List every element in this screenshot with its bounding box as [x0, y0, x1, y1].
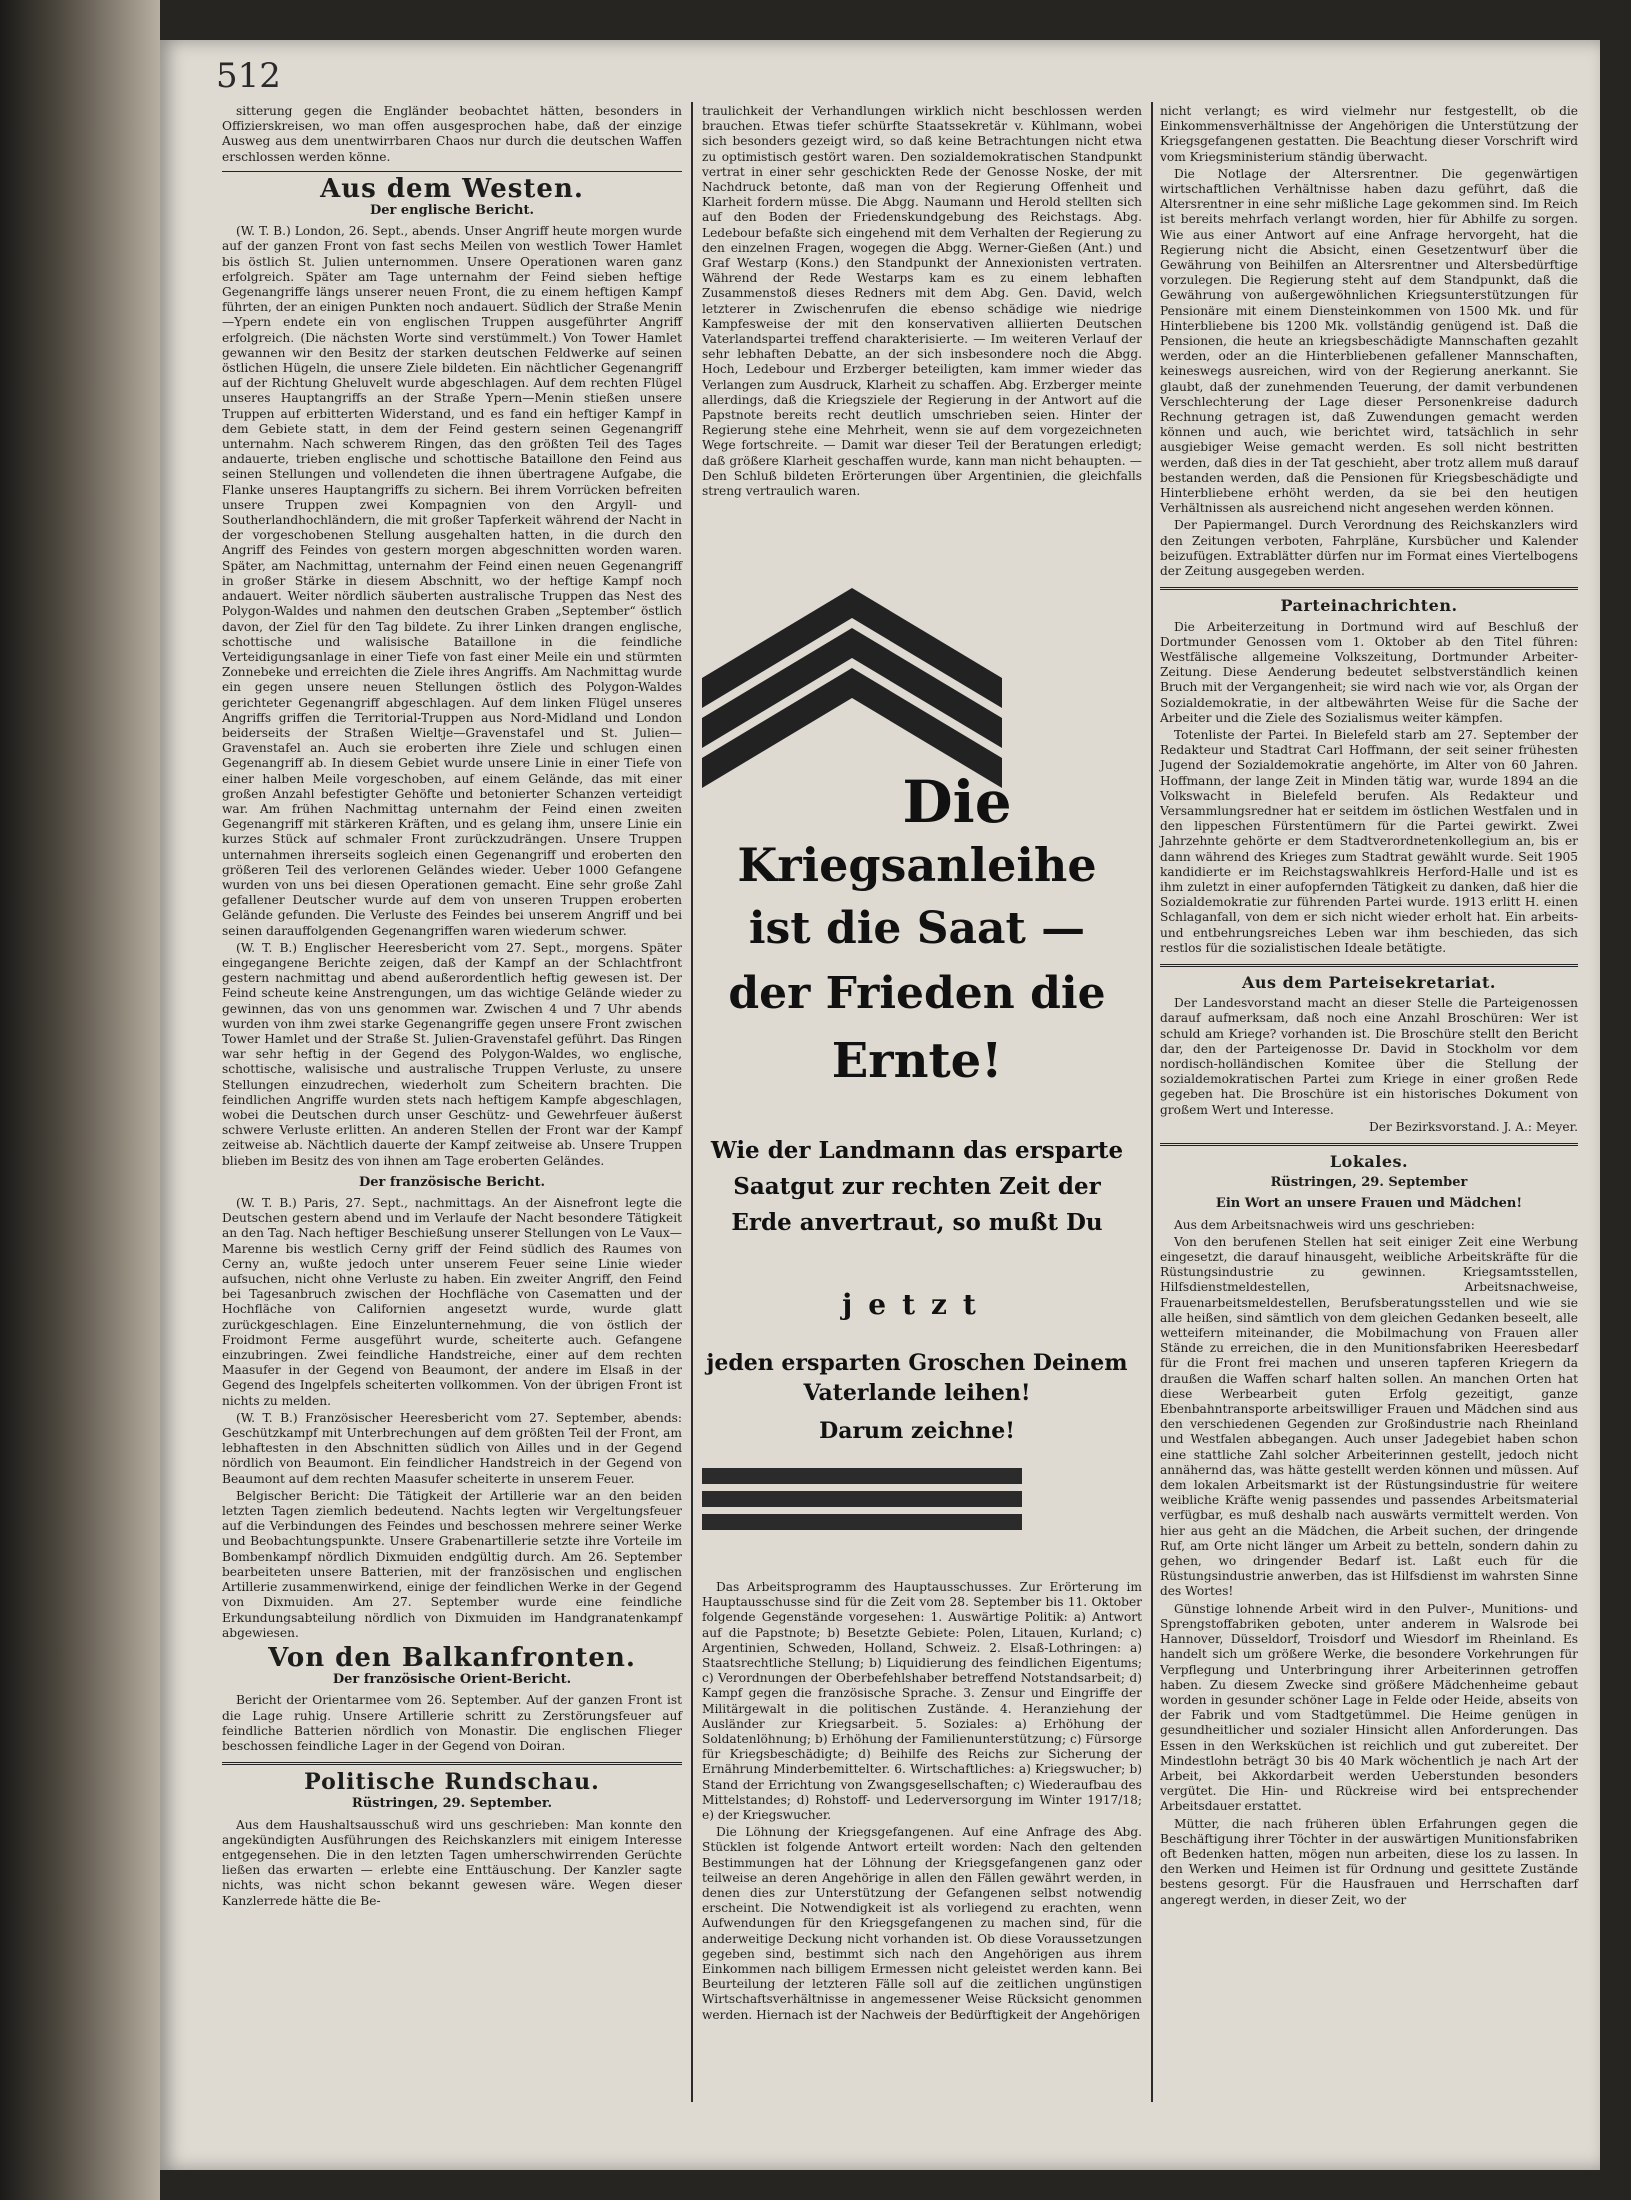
column-rule-2	[1151, 102, 1153, 2102]
ad-line-6: Wie der Landmann das ersparte Saatgut zur rechten Zeit der Erde anvertraut, so mußt Du	[710, 1137, 1124, 1236]
paragraph: (W. T. B.) Paris, 27. Sept., nachmittags. An der Aisnefront legte die Deutschen gestern abend und im Verlaufe der Nacht besondere Tätigkeit an den Tag. Nach heftiger Beschießung unserer Stellungen von Le Vaux—Marenne bis westlich Cerny griff der Feind südlich des Raumes von Cerny an, wußte jedoch unter unserem Feuer seine Linie wieder aufsuchen, nicht ohne Verluste zu haben. Ein zweiter Angriff, den Feind bei Tagesanbruch zwischen der Hochfläche von Casematten und der Hochfläche von Californien angesetzt wurde, wurde glatt zurückgeschlagen. Eine Einzelunternehmung, die von östlich der Froidmont Ferme ausgeführt wurde, scheiterte auch. Gefangene einzubringen. Zwei feindliche Handstreiche, einer auf dem rechten Maasufer in der Gegend von Beaumont, der andere im Elsaß in der Gegend des Ingelpfels scheiterten vollkommen. Von der übrigen Front ist nichts zu melden.	[222, 1196, 682, 1408]
paragraph: Die Löhnung der Kriegsgefangenen. Auf eine Anfrage des Abg. Stücklen ist folgende Antwort erteilt worden: Nach den geltenden Bestimmungen hat der Löhnung der Kriegsgefangenen ganz oder teilweise an deren Angehörige in allen den Fällen gewährt werden, in denen dies zur Unterstützung der Gefangenen selbst notwendig erscheint. Die Notwendigkeit ist als vorliegend zu erachten, wenn Aufwendungen für den Kriegsgefangenen zu machen sind, für die anderweitige Deckung nicht vorhanden ist. Ob diese Voraussetzungen gegeben sind, bestimmt sich nach den Angehörigen aus ihrem Einkommen nach billigem Ermessen nicht geleistet werden kann. Bei Beurteilung der letzteren Fälle soll auf die zeitlichen ungünstigen Wirtschaftsverhältnisse in angemessener Weise Rücksicht genommen werden. Hiernach ist der Nachweis der Bedürftigkeit der Angehörigen	[702, 1825, 1142, 2022]
paragraph: (W. T. B.) London, 26. Sept., abends. Unser Angriff heute morgen wurde auf der ganzen Front von fast sechs Meilen von westlich Tower Hamlet bis östlich St. Julien unternommen. Unsere Operationen waren ganz erfolgreich. Später am Tage unternahm der Feind sieben heftige Gegenangriffe längs unserer neuen Front, die zu einem heftigen Kampf führten, der an einigen Punkten noch andauert. Südlich der Straße Menin—Ypern endete ein von englischen Truppen ausgeführter Angriff erfolgreich. (Die nächsten Worte sind verstümmelt.) Von Tower Hamlet gewannen wir den Besitz der starken deutschen Feldwerke auf seinen östlichen Hügeln, die unsere Ziele bildeten. Ein nächtlicher Gegenangriff auf der Richtung Gheluvelt wurde abgeschlagen. Auf dem rechten Flügel unseres Hauptangriffs an der Straße Ypern—Menin stießen unsere Truppen auf erbitterten Widerstand, und es fand ein heftiger Kampf in dem Gebiete statt, in dem der Feind gestern seinen Gegenangriff unternahm. Nach schwerem Ringen, das den größten Teil des Tages andauerte, trieben englische und schottische Bataillone den Feind aus seinen Stellungen und vollendeten die ihnen übertragene Aufgabe, die Flanke unseres Hauptangriffs zu sichern. Bei ihrem Vorrücken befreiten unsere Truppen zwei Kompagnien von den Argyll- und Southerlandhochländern, die mit großer Tapferkeit während der Nacht in der vorgeschobenen Stellung ausgehalten hatten, in die durch den Angriff des Feindes von gestern morgen abgeschnitten worden waren. Später, am Nachmittag, unternahm der Feind einen neuen Gegenangriff in großer Stärke in diesem Abschnitt, wo der heftige Kampf noch andauert. Weiter nördlich säuberten australische Truppen das Nest des Polygon-Waldes und nahmen den deutschen Graben „September“ östlich davon, der Ziel für den Tag bildete. Zu ihrer Linken drangen englische, schottische und walisische Bataillone in die feindliche Verteidigungsanlage in einer Tiefe von fast einer Meile ein und stürmten Zonnebeke und erreichten die Ziele ihres Angriffs. Am Nachmittag wurde ein gegen unsere neuen Stellungen östlich des Polygon-Waldes gerichteter Gegenangriff abgeschlagen. Auf dem linken Flügel unseres Angriffs griffen die Territorial-Truppen aus Nord-Midland und London beiderseits der Straßen Wieltje—Gravenstafel und St. Julien—Gravenstafel an. Auch sie eroberten ihre Ziele und schlugen einen Gegenangriff ab. In diesem Gebiet wurde unsere Linie in einer Tiefe von einer halben Meile vorgeschoben, auf einem Gelände, das mit einer großen Anzahl befestigter Gehöfte und betonierter Schanzen verteidigt war. Am frühen Nachmittag unternahm der Feind einen zweiten Gegenangriff mit stärkeren Kräften, und es gelang ihm, unsere Linie ein kurzes Stück auf schmaler Front zurückzudrängen. Unsere Truppen unternahmen ihrerseits sogleich einen Gegenangriff und eroberten den größeren Teil des verlorenen Geländes wieder. Ueber 1000 Gefangene wurden von uns bei diesen Operationen gemacht. Eine sehr große Zahl gefallener Deutscher wurde auf dem von unseren Truppen eroberten Gelände gefunden. Die Verluste des Feindes bei unserem Angriff und bei seinen darauffolgenden Gegenangriffen waren wiederum schwer.	[222, 224, 682, 938]
paragraph: Der Papiermangel. Durch Verordnung des Reichskanzlers wird den Zeitungen verboten, Fahrpläne, Kursbücher und Kalender beizufügen. Extrablätter dürfen nur im Format eines Viertelbogens der Zeitung ausgegeben werden.	[1160, 518, 1578, 579]
newspaper-page	[160, 40, 1600, 2170]
ad-line-5: Ernte!	[831, 1033, 1003, 1089]
paragraph: Aus dem Haushaltsausschuß wird uns geschrieben: Man konnte den angekündigten Ausführungen des Reichskanzlers mit einigem Interesse entgegensehen. Die in den letzten Tagen umherschwirrenden Gerüchte ließen das erwarten — erlebte eine Enttäuschung. Der Kanzler sagte nichts, was nicht schon bekannt gewesen wäre. Wegen dieser Kanzlerrede hätte die Be-	[222, 1817, 682, 1908]
paragraph: Günstige lohnende Arbeit wird in den Pulver-, Munitions- und Sprengstoffabriken geboten, unter anderem in Walsrode bei Hannover, Düsseldorf, Troisdorf und Wiesdorf im Rheinland. Es handelt sich um größere Werke, die besondere Vorkehrungen für Verpflegung und Unterbringung ihrer Arbeiterinnen getroffen haben. Zu diesem Zwecke sind größere Mädchenheime gebaut worden in gesunder schöner Lage in Felde oder Heide, abseits von der Fabrik und vom Stadtgetümmel. Die Heime genügen in gesundheitlicher und sozialer Hinsicht allen Anforderungen. Das Essen in den Werksküchen ist reichlich und gut zubereitet. Der Mindestlohn beträgt 30 bis 40 Mark wöchentlich je nach Art der Arbeit, bei Akkordarbeit werden Ueberstunden besonders vergütet. Die Hin- und Rückreise wird bei entsprechender Arbeitsdauer erstattet.	[1160, 1601, 1578, 1814]
heading-party-secretariat: Aus dem Parteisekretariat.	[1241, 972, 1496, 992]
paragraph: Die Notlage der Altersrentner. Die gegenwärtigen wirtschaftlichen Verhältnisse haben dazu geführt, daß die Altersrentner in eine sehr mißliche Lage gekommen sind. Im Reich ist bereits mehrfach verlangt worden, hier für Abhilfe zu sorgen. Wie aus einer Antwort auf eine Anfrage hervorgeht, hat die Regierung nicht die Absicht, einen Gesetzentwurf über die Gewährung von Beihilfen an Altersrentner und Altersbedürftige vorzulegen. Die Regierung steht auf dem Standpunkt, daß die Gewährung von außergewöhnlichen Kriegsunterstützungen für Pensionäre mit einem Diensteinkommen von 1500 Mk. und für Hinterbliebene bis 1200 Mk. vollständig genügend ist. Daß die Pensionen, die heute an kriegsbeschädigte Mannschaften gezahlt werden, oder an die Hinterbliebenen gefallener Mannschaften, keineswegs ausreichen, wird von der Regierung anerkannt. Sie glaubt, daß der zunehmenden Teuerung, der damit verbundenen Verschlechterung der Lage dieser Personenkreise dadurch Rechnung getragen ist, daß Zuwendungen gemacht werden können und auch, wie berichtet wird, tatsächlich in sehr ausgiebiger Weise gemacht werden. Es soll nicht bestritten werden, daß dies in der Tat geschieht, aber trotz allem muß darauf bestanden werden, daß die Pensionen für Kriegsbeschädigte und Hinterbliebene erhöht werden, da sie bei den heutigen Verhältnissen als ausreichend nicht angesehen werden können.	[1160, 166, 1578, 516]
ad-line-8: jeden ersparten Groschen Deinem Vaterlande leihen!	[706, 1350, 1128, 1406]
dateline: Rüstringen, 29. September	[1270, 1175, 1468, 1191]
heading-politics: Politische Rundschau.	[304, 1769, 600, 1796]
subheading-english-report: Der englische Bericht.	[369, 203, 535, 219]
column-rule-1	[691, 102, 693, 2102]
paragraph: Mütter, die nach früheren üblen Erfahrungen gegen die Beschäftigung ihrer Töchter in der auswärtigen Munitionsfabriken oft Bedenken hatten, mögen nun arbeiten, diese los zu lassen. In den Werken und Heimen ist für Ordnung und gesittete Zustände bestens gesorgt. Für die Hausfrauen und Herrschaften darf angeregt werden, in dieser Zeit, wo der	[1160, 1816, 1578, 1907]
divider	[222, 1762, 682, 1765]
divider	[1160, 587, 1578, 590]
column-2-lower	[702, 1580, 1142, 2025]
heading-west: Aus dem Westen.	[320, 173, 584, 204]
paragraph: Der Landesvorstand macht an dieser Stelle die Parteigenossen darauf aufmerksam, daß noch eine Anzahl Broschüren: Wer ist schuld am Kriege? vorhanden ist. Die Broschüre stellt den Bericht dar, den der Parteigenosse Dr. David in Stockholm vor dem nordisch-holländischen Komitee über die Stellung der sozialdemokratischen Partei zum Kriege in einer großen Rede gegeben hat. Die Broschüre ist ein historisches Dokument von großem Wert und Interesse.	[1160, 996, 1578, 1117]
paragraph: (W. T. B.) Englischer Heeresbericht vom 27. Sept., morgens. Später eingegangene Berichte zeigen, daß der Kampf an der Schlachtfront gestern nachmittag und abend außerordentlich heftig gewesen ist. Der Feind scheute keine Anstrengungen, um das wichtige Gelände wieder zu gewinnen, das von uns genommen war. Zwischen 4 und 7 Uhr abends wurden von ihm zwei starke Gegenangriffe gegen unsere Front zwischen Tower Hamlet und der Straße St. Julien-Gravenstafel geführt. Das Ringen war sehr heftig in der Gegend des Polygon-Waldes, wo englische, schottische, walisische und australische Truppen Verluste, zu unsere Stellungen einzudrechen, wiederholt zum Scheitern brachten. Die feindlichen Angriffe wurden stets nach heftigem Kampfe abgeschlagen, wobei die Deutschen durch unser Geschütz- und Gewehrfeuer äußerst schwere Verluste erlitten. An anderen Stellen der Front war der Kampf zeitweise ab. Nächtlich dauerte der Kampf zeitweise ab. Unsere Truppen blieben im Besitz des von ihnen am Tage eroberten Geländes.	[222, 940, 682, 1168]
chevron-graphic	[702, 588, 1002, 798]
paragraph: Bericht der Orientarmee vom 26. September. Auf der ganzen Front ist die Lage ruhig. Unsere Artillerie schritt zu Zerstörungsfeuer auf feindliche Batterien nördlich von Monastir. Die englischen Flieger beschossen feindliche Lager in der Gegend von Doiran.	[222, 1693, 682, 1753]
paragraph: Von den berufenen Stellen hat seit einiger Zeit eine Werbung eingesetzt, die darauf hinausgeht, weibliche Arbeitskräfte für die Rüstungsindustrie zu gewinnen. Kriegsamtsstellen, Hilfsdienstmeldestellen, Arbeitsnachweise, Frauenarbeitsmeldestellen, Berufsberatungsstellen und wie sie alle heißen, sind sämtlich von dem gleichen Gedanken beseelt, alle wetteifern miteinander, die Mobilmachung von Frauen aller Stände zu erreichen, die in den Munitionsfabriken Heeresbedarf für die Front frei machen und unseren tapferen Kriegern da draußen die Waffen scharf halten sollen. An manchen Orten hat diese Werbearbeit guten Erfolg gezeitigt, ganze Ebenbahntransporte arbeitswilliger Frauen und Mädchen sind aus den verschiedenen Gegenden zur Großindustrie nach Rheinland und Westfalen abbegangen. Auch unser Jadegebiet haben schon eine stattliche Zahl solcher Arbeiterinnen gestellt, jedoch nicht annähernd das, was hätte gestellt werden können und müssen. Auf dem lokalen Arbeitsmarkt ist der Rüstungsindustrie für weitere weibliche Kräfte wenig passendes und passendes Arbeitsmaterial verfügbar, es muß deshalb nach auswärts vermittelt werden. Von hier aus geht an die Mädchen, die Arbeit suchen, der dringende Ruf, am Orte nicht länger um Arbeit zu betteln, sondern dahin zu gehen, wo dringender Bedarf ist. Laßt euch für die Rüstungsindustrie anwerben, das ist Hilfsdienst im wahrsten Sinne des Wortes!	[1160, 1234, 1578, 1599]
stripe-graphic	[702, 1468, 1022, 1537]
war-loan-advertisement	[702, 588, 1132, 1458]
ad-line-7: jetzt	[842, 1288, 992, 1321]
divider	[1160, 1143, 1578, 1146]
column-3	[1160, 104, 1578, 1910]
paragraph: Belgischer Bericht: Die Tätigkeit der Artillerie war an den beiden letzten Tagen ziemlich bedeutend. Nachts legten wir Vergeltungsfeuer auf die Verbindungen des Feindes und beschossen mehrere seiner Werke und Beobachtungspunkte. Unsere Grabenartillerie setzte ihre Vorteile im Bombenkampf nördlich Dixmuiden endgültig durch. Am 26. September bearbeiteten unsere Batterien, mit der französischen und englischen Artillerie zusammenwirkend, einige der feindlichen Werke in der Gegend von Dixmuiden. Am 27. September wurde eine feindliche Erkundungsabteilung nördlich von Dixmuiden im Handgranatenkampf abgewiesen.	[222, 1488, 682, 1640]
subheading-french-report: Der französische Bericht.	[359, 1174, 545, 1190]
heading-local: Lokales.	[1329, 1152, 1409, 1171]
paragraph: nicht verlangt; es wird vielmehr nur festgestellt, ob die Einkommensverhältnisse der Angehörigen die Unterstützung der Kriegsgefangenen gestatten. Die Beachtung dieser Vorschrift wird vom Kriegsministerium ständig überwacht.	[1160, 104, 1578, 164]
ad-line-2: Kriegsanleihe	[737, 838, 1097, 892]
signature-line: Der Bezirksvorstand. J. A.: Meyer.	[1369, 1119, 1578, 1134]
paragraph: Das Arbeitsprogramm des Hauptausschusses. Zur Erörterung im Hauptausschusse sind für die Zeit vom 28. September bis 11. Oktober folgende Gegenstände vorgesehen: 1. Auswärtige Politik: a) Antwort auf die Papstnote; b) Besetzte Gebiete: Polen, Litauen, Kurland; c) Argentinien, Schweden, Holland, Schweiz. 2. Elsaß-Lothringen: a) Staatsrechtliche Stellung; b) Liquidierung des feindlichen Eigentums; c) Verordnungen der Oberbefehlshaber betreffend Notstandsarbeit; d) Kampf gegen die französische Sprache. 3. Zensur und Eingriffe der Militärgewalt in die politischen Zustände. 4. Heranziehung der Ausländer zur Kriegsarbeit. 5. Soziales: a) Erhöhung der Soldatenlöhnung; b) Erhöhung der Familienunterstützung; c) Fürsorge für Kriegsbeschädigte; d) Beihilfe des Reichs zur Sicherung der Ernährung Minderbemittelter. 6. Wirtschaftliches: a) Kriegswucher; b) Stand der Errichtung von Zwangsgesellschaften; c) Wiederaufbau des Mittelstandes; d) Rohstoff- und Lederversorgung im Winter 1917/18; e) der Kriegswucher.	[702, 1580, 1142, 1823]
ad-line-4: der Frieden die	[728, 968, 1106, 1019]
paragraph: Die Arbeiterzeitung in Dortmund wird auf Beschluß der Dortmunder Genossen vom 1. Oktober ab den Titel führen: Westfälische allgemeine Volkszeitung, Dortmunder Arbeiter-Zeitung. Diese Aenderung bedeutet selbstverständlich keinen Bruch mit der Vergangenheit; sie wird nach wie vor, als Organ der Sozialdemokratie, in der altbewährten Weise für die Sache der Arbeiter und die Ziele des Sozialismus weiter kämpfen.	[1160, 619, 1578, 725]
divider	[1160, 964, 1578, 967]
ad-line-1: Die	[902, 768, 1012, 836]
subheading-appeal: Ein Wort an unsere Frauen und Mädchen!	[1215, 1196, 1523, 1212]
book-binding	[0, 0, 160, 2200]
ad-line-3: ist die Saat —	[748, 903, 1086, 954]
column-1	[222, 104, 682, 1911]
column-2	[702, 104, 1142, 501]
divider	[222, 171, 682, 172]
heading-balkan: Von den Balkanfronten.	[268, 1642, 636, 1673]
paragraph: traulichkeit der Verhandlungen wirklich nicht beschlossen werden brauchen. Etwas tiefer schürfte Staatssekretär v. Kühlmann, wobei sich besonders gezeigt wird, so daß keine Betrachtungen nicht etwa zu optimistisch gestört waren. Den sozialdemokratischen Standpunkt vertrat in einer sehr geschickten Rede der Genosse Noske, der mit Nachdruck betonte, daß man von der Regierung Offenheit und Klarheit fordern müsse. Die Abgg. Naumann und Herold stellten sich auf den Boden der Friedenskundgebung des Reichstags. Abg. Ledebour befaßte sich eingehend mit dem Verhalten der Regierung zu den einzelnen Fragen, wogegen die Abgg. Werner-Gießen (Ant.) und Graf Westarp (Kons.) den Standpunkt der Annexionisten vertraten. Während der Rede Westarps kam es zu einem lebhaften Zusammenstoß dieses Redners mit dem Abg. Gen. David, welch letzterer in Zwischenrufen die ebenso schädige wie niedrige Kampfesweise der mit den konservativen alliierten Deutschen Vaterlandspartei treffend charakterisierte. — Im weiteren Verlauf der sehr lebhaften Debatte, an der sich insbesondere noch die Abgg. Hoch, Ledebour und Erzberger beteiligten, kam immer wieder das Verlangen zum Ausdruck, Klarheit zu schaffen. Abg. Erzberger meinte allerdings, daß die Kriegsziele der Regierung in der Antwort auf die Papstnote bereits recht deutlich umschrieben seien. Hinter der Regierung stehe eine Mehrheit, wenn sie auf dem vorgezeichneten Wege fortschreite. — Damit war dieser Teil der Beratungen erledigt; daß größere Klarheit geschaffen wurde, kann man nicht behaupten. — Den Schluß bildeten Erörterungen über Argentinien, die gleichfalls streng vertraulich waren.	[702, 104, 1142, 499]
heading-party-news: Parteinachrichten.	[1280, 596, 1458, 616]
ad-line-9: Darum zeichne!	[819, 1418, 1015, 1444]
subheading-orient-report: Der französische Orient-Bericht.	[332, 1672, 572, 1688]
intro-paragraph: sitterung gegen die Engländer beobachtet hätten, besonders in Offizierskreisen, wo man offen ausgesprochen habe, daß der einzige Ausweg aus dem unentwirrbaren Chaos nur durch die deutschen Waffen erschlossen werden könne.	[222, 104, 682, 164]
paragraph: Totenliste der Partei. In Bielefeld starb am 27. September der Redakteur und Stadtrat Carl Hoffmann, der seit seiner frühesten Jugend der Sozialdemokratie angehörte, im Alter von 60 Jahren. Hoffmann, der lange Zeit in Minden tätig war, wurde 1894 an die Volkswacht in Bielefeld berufen. Als Redakteur und Versammlungsredner hat er seitdem im östlichen Westfalen und in den lippeschen Fürstentümern für die Partei gewirkt. Zwei Jahrzehnte gehörte er dem Stadtverordnetenkollegium an, bis er dann während des Krieges zum Stadtrat gewählt wurde. Seit 1905 kandidierte er im Reichstagswahlkreis Herford-Halle und ist es ihm zuletzt in einer aufopfernden Tätigkeit zu danken, daß hier die Sozialdemokratie zur führenden Partei wurde. 1913 erlitt H. einen Schlaganfall, von dem er sich nicht wieder erholt hat. Ein arbeits- und entbehrungsreiches Leben war ihm beschieden, das sich restlos für die sozialistischen Ideale betätigte.	[1160, 727, 1578, 955]
paragraph: (W. T. B.) Französischer Heeresbericht vom 27. September, abends: Geschützkampf mit Unterbrechungen auf dem größten Teil der Front, am lebhaftesten in den Abschnitten südlich von Ailles und in der Gegend nördlich von Beaumont. Ein feindlicher Handstreich in der Gegend von Beaumont auf dem rechten Maasufer scheiterte in unserem Feuer.	[222, 1410, 682, 1486]
page-number: 512	[216, 56, 281, 96]
dateline: Rüstringen, 29. September.	[351, 1796, 553, 1812]
paragraph: Aus dem Arbeitsnachweis wird uns geschrieben:	[1174, 1217, 1475, 1232]
